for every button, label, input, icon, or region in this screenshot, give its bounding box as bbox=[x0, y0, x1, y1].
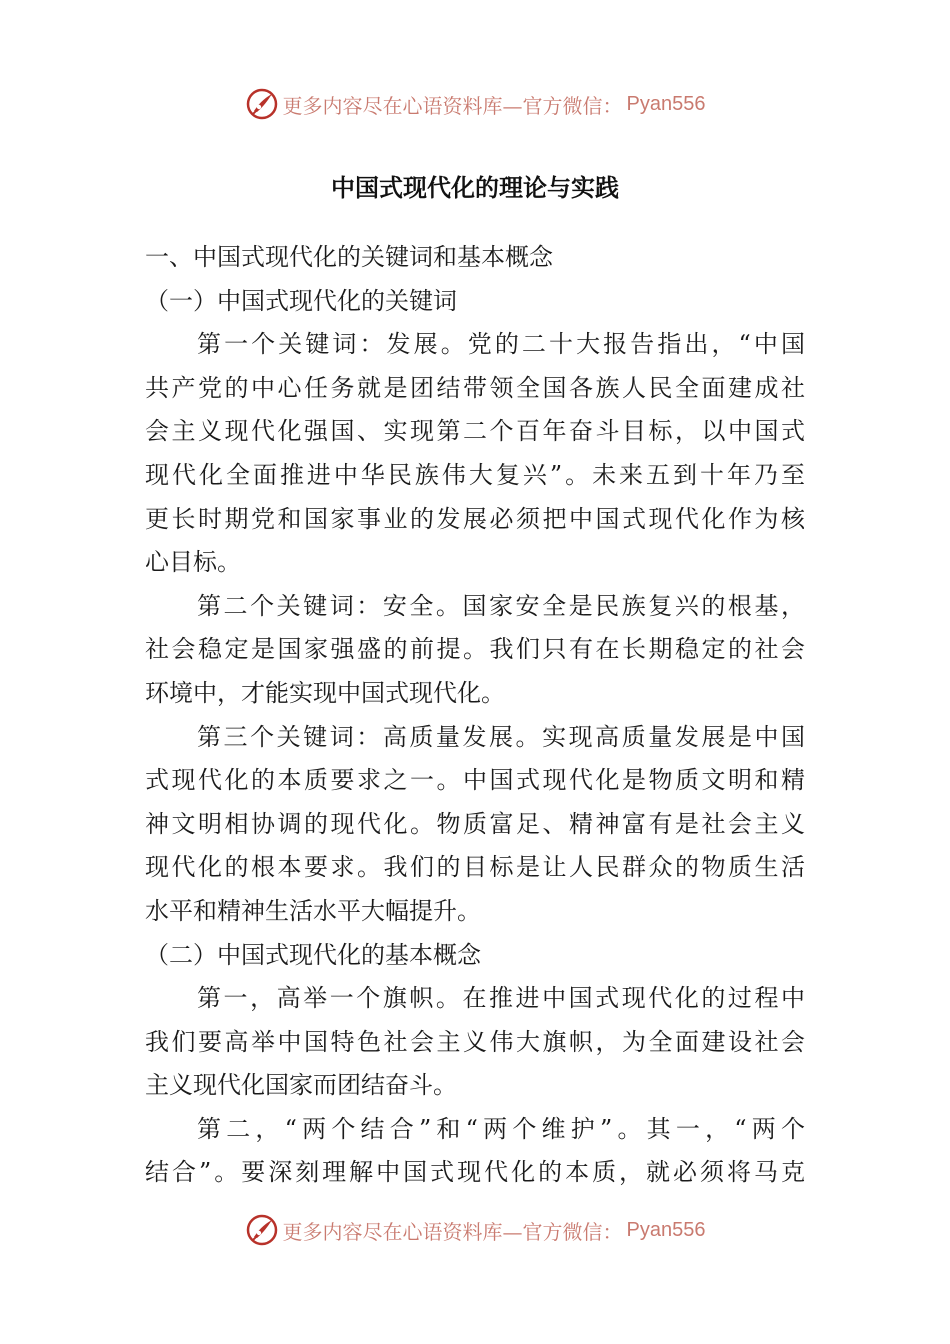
body-line: 第二，“两个结合”和“两个维护”。其一，“两个 bbox=[197, 1114, 805, 1143]
body-line: 心目标。 bbox=[145, 548, 241, 577]
body-line: 结合”。要深刻理解中国式现代化的本质，就必须将马克 bbox=[145, 1158, 805, 1187]
body-line: 社会稳定是国家强盛的前提。我们只有在长期稳定的社会 bbox=[145, 635, 805, 664]
body-line: 我们要高举中国特色社会主义伟大旗帜，为全面建设社会 bbox=[145, 1027, 805, 1056]
subsection-heading: （二）中国式现代化的基本概念 bbox=[145, 940, 481, 969]
document-title: 中国式现代化的理论与实践 bbox=[331, 174, 619, 202]
body-line: 环境中，才能实现中国式现代化。 bbox=[145, 678, 505, 707]
footer-watermark bbox=[0, 1210, 950, 1250]
watermark-text: 更多内容尽在心语资料库—官方微信： bbox=[282, 93, 623, 118]
body-line: 神文明相协调的现代化。物质富足、精神富有是社会主义 bbox=[145, 809, 805, 838]
body-line: 第二个关键词：安全。国家安全是民族复兴的根基， bbox=[197, 591, 805, 620]
body-line: 水平和精神生活水平大幅提升。 bbox=[145, 896, 481, 925]
document-body bbox=[145, 236, 805, 1195]
quill-logo-icon bbox=[245, 87, 279, 121]
body-line: 第三个关键词：高质量发展。实现高质量发展是中国 bbox=[197, 722, 805, 751]
body-line: 会主义现代化强国、实现第二个百年奋斗目标，以中国式 bbox=[145, 417, 805, 446]
body-line: 共产党的中心任务就是团结带领全国各族人民全面建成社 bbox=[145, 373, 805, 402]
body-line: 第一个关键词：发展。党的二十大报告指出，“中国 bbox=[197, 330, 805, 359]
body-line: 第一，高举一个旗帜。在推进中国式现代化的过程中 bbox=[197, 984, 805, 1013]
body-line: 更长时期党和国家事业的发展必须把中国式现代化作为核 bbox=[145, 504, 805, 533]
header-watermark bbox=[0, 84, 950, 124]
body-line: 现代化全面推进中华民族伟大复兴”。未来五到十年乃至 bbox=[145, 460, 805, 489]
section-heading: 一、中国式现代化的关键词和基本概念 bbox=[145, 243, 553, 271]
watermark-wechat-id: Pyan556 bbox=[626, 1218, 706, 1241]
watermark-wechat-id: Pyan556 bbox=[626, 92, 706, 115]
subsection-heading: （一）中国式现代化的关键词 bbox=[145, 286, 457, 315]
quill-logo-icon bbox=[245, 1213, 279, 1247]
watermark-text: 更多内容尽在心语资料库—官方微信： bbox=[282, 1219, 623, 1244]
body-line: 现代化的根本要求。我们的目标是让人民群众的物质生活 bbox=[145, 853, 805, 882]
body-line: 式现代化的本质要求之一。中国式现代化是物质文明和精 bbox=[145, 766, 805, 795]
body-line: 主义现代化国家而团结奋斗。 bbox=[145, 1071, 457, 1100]
